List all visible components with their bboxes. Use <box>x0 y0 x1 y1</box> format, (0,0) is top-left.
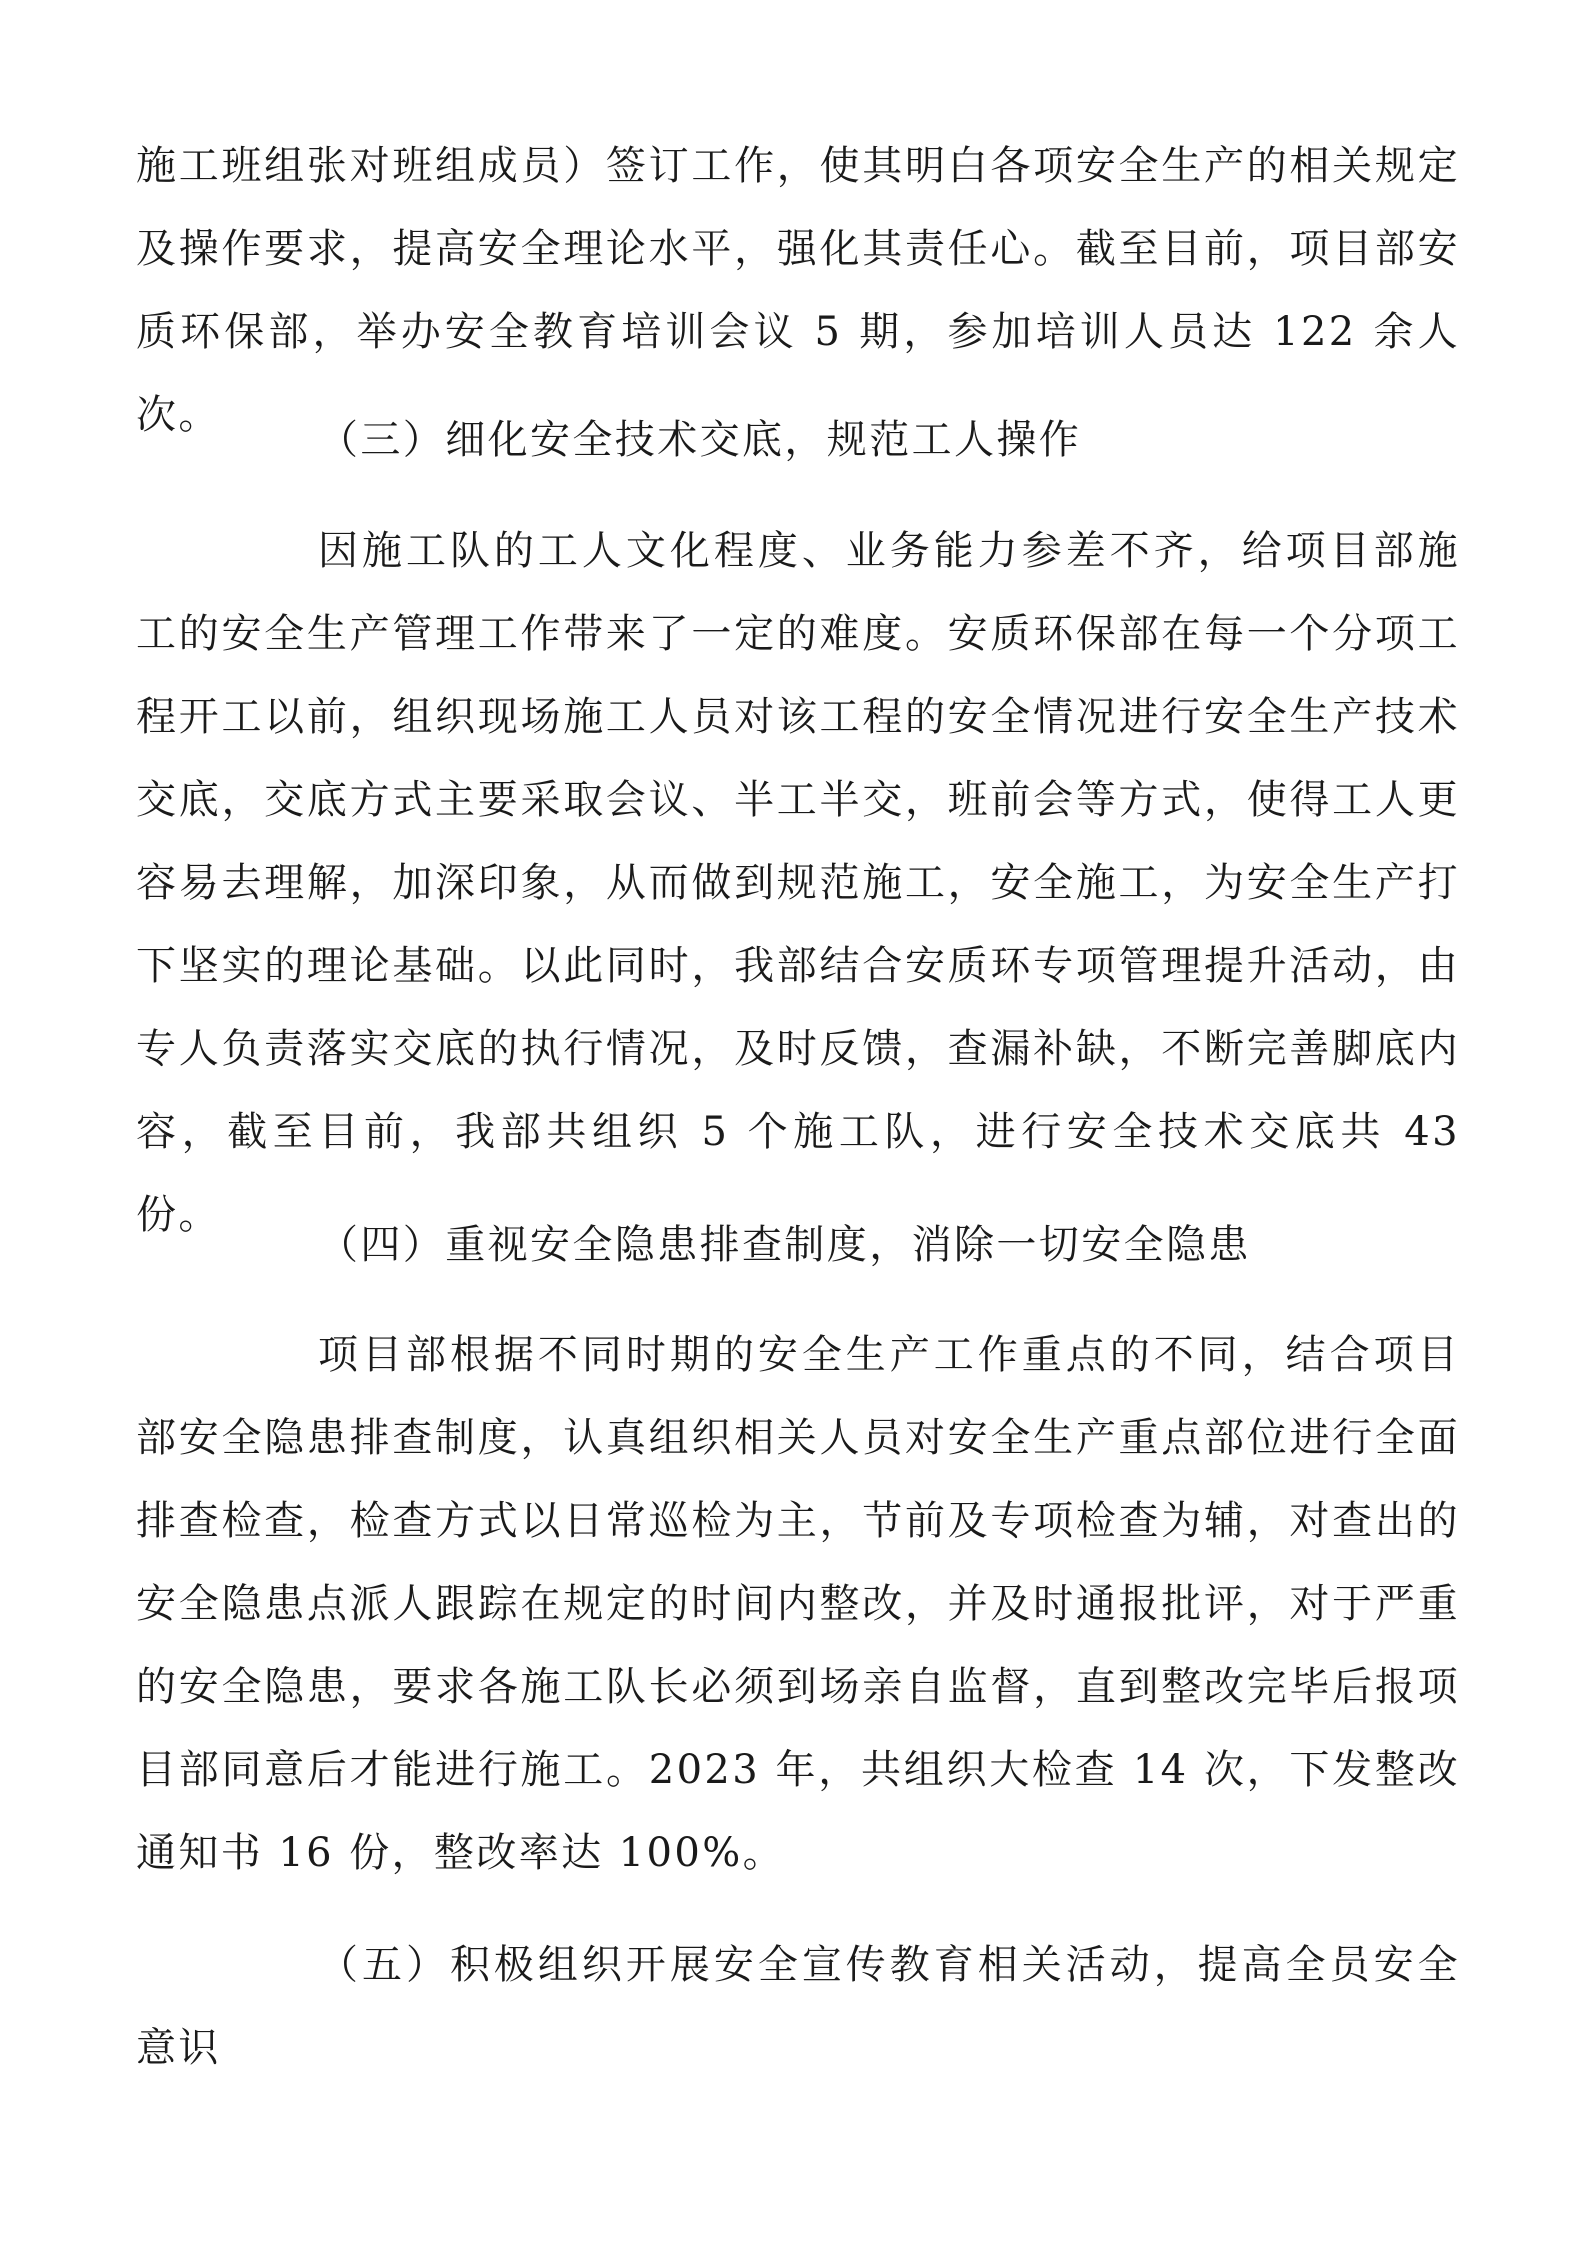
section-heading-5 <box>136 1924 1460 2090</box>
paragraph-text: 施工班组张对班组成员）签订工作，使其明白各项安全生产的相关规定及操作要求，提高安全理论水平，强化其责任心。截至目前，项目部安质环保部，举办安全教育培训会议 5 期，参加培训人员达 122 余人次。 <box>136 143 1460 438</box>
paragraph-text: 项目部根据不同时期的安全生产工作重点的不同，结合项目部安全隐患排查制度，认真组织相关人员对安全生产重点部位进行全面排查检查，检查方式以日常巡检为主，节前及专项检查为辅，对查出的安全隐患点派人跟踪在规定的时间内整改，并及时通报批评，对于严重的安全隐患，要求各施工队长必须到场亲自监督，直到整改完毕后报项目部同意后才能进行施工。2023 年，共组织大检查 14 次，下发整改通知书 16 份，整改率达 100%。 <box>136 1332 1460 1876</box>
paragraph-text: 因施工队的工人文化程度、业务能力参差不齐，给项目部施工的安全生产管理工作带来了一定的难度。安质环保部在每一个分项工程开工以前，组织现场施工人员对该工程的安全情况进行安全生产技术交底，交底方式主要采取会议、半工半交，班前会等方式，使得工人更容易去理解，加深印象，从而做到规范施工，安全施工，为安全生产打下坚实的理论基础。以此同时，我部结合安质环专项管理提升活动，由专人负责落实交底的执行情况，及时反馈，查漏补缺，不断完善脚底内容，截至目前，我部共组织 5 个施工队，进行安全技术交底共 43 份。 <box>136 528 1460 1238</box>
section-heading-4 <box>136 1204 1460 1287</box>
heading-text: （四）重视安全隐患排查制度，消除一切安全隐患 <box>318 1222 1251 1268</box>
section-heading-3 <box>136 399 1460 482</box>
paragraph-section-3 <box>136 510 1460 1257</box>
paragraph-section-4 <box>136 1314 1460 1895</box>
heading-text: （五）积极组织开展安全宣传教育相关活动，提高全员安全意识 <box>136 1942 1460 2071</box>
heading-text: （三）细化安全技术交底，规范工人操作 <box>318 417 1082 463</box>
